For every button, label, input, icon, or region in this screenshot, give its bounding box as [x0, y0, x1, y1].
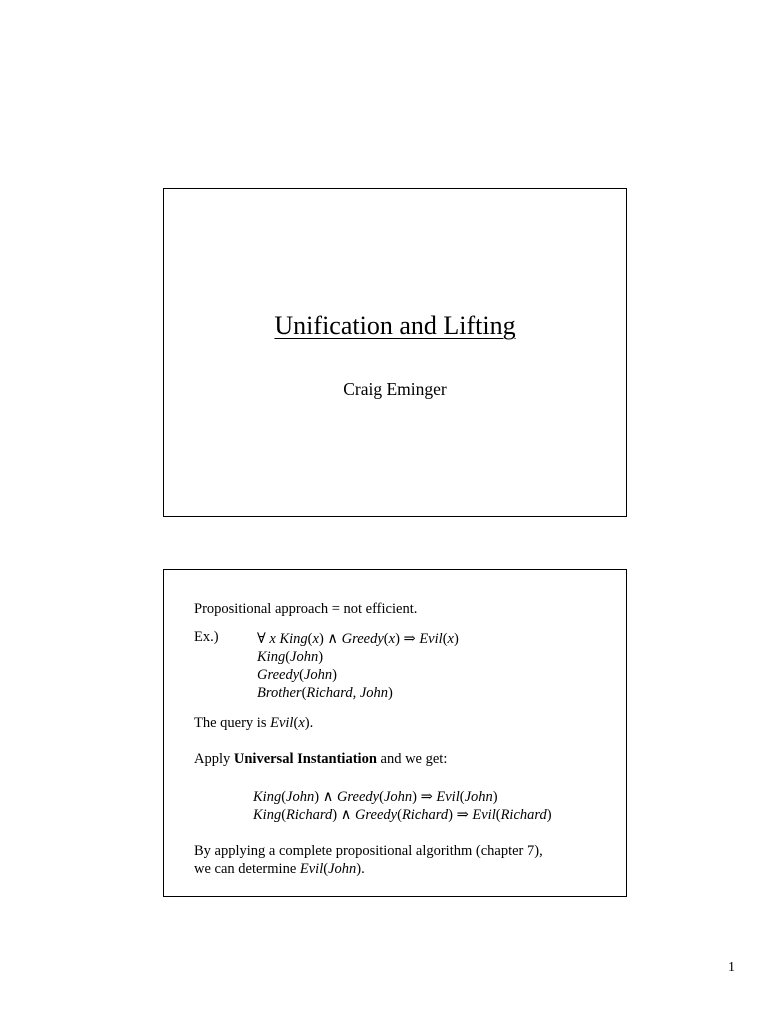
example-label: Ex.) [194, 629, 219, 645]
content-slide [163, 569, 627, 897]
page-number: 1 [728, 960, 735, 975]
conclusion-line-2: we can determine Evil(John). [194, 861, 365, 877]
title-slide [163, 188, 627, 517]
implies-symbol: ⇒ [403, 631, 416, 647]
and-symbol: ∧ [327, 631, 339, 647]
forall-symbol: ∀ [257, 631, 266, 647]
apply-text: Apply Universal Instantiation and we get: [194, 751, 448, 767]
query-text: The query is Evil(x). [194, 715, 314, 731]
instantiation-john: King(John) ∧ Greedy(John) ⇒ Evil(John) [253, 789, 498, 805]
conclusion-line-1: By applying a complete propositional algorithm (chapter 7), [194, 843, 543, 859]
fact-brother: Brother(Richard, John) [257, 685, 393, 701]
fact-king-john: King(John) [257, 649, 324, 665]
slide-title: Unification and Lifting [274, 311, 516, 340]
slide-author: Craig Eminger [343, 379, 447, 399]
instantiation-richard: King(Richard) ∧ Greedy(Richard) ⇒ Evil(Richard) [253, 807, 552, 823]
intro-text: Propositional approach = not efficient. [194, 601, 418, 617]
fact-greedy-john: Greedy(John) [257, 667, 338, 683]
rule-formula: ∀ x King(x) ∧ Greedy(x) ⇒ Evil(x) [257, 631, 459, 647]
